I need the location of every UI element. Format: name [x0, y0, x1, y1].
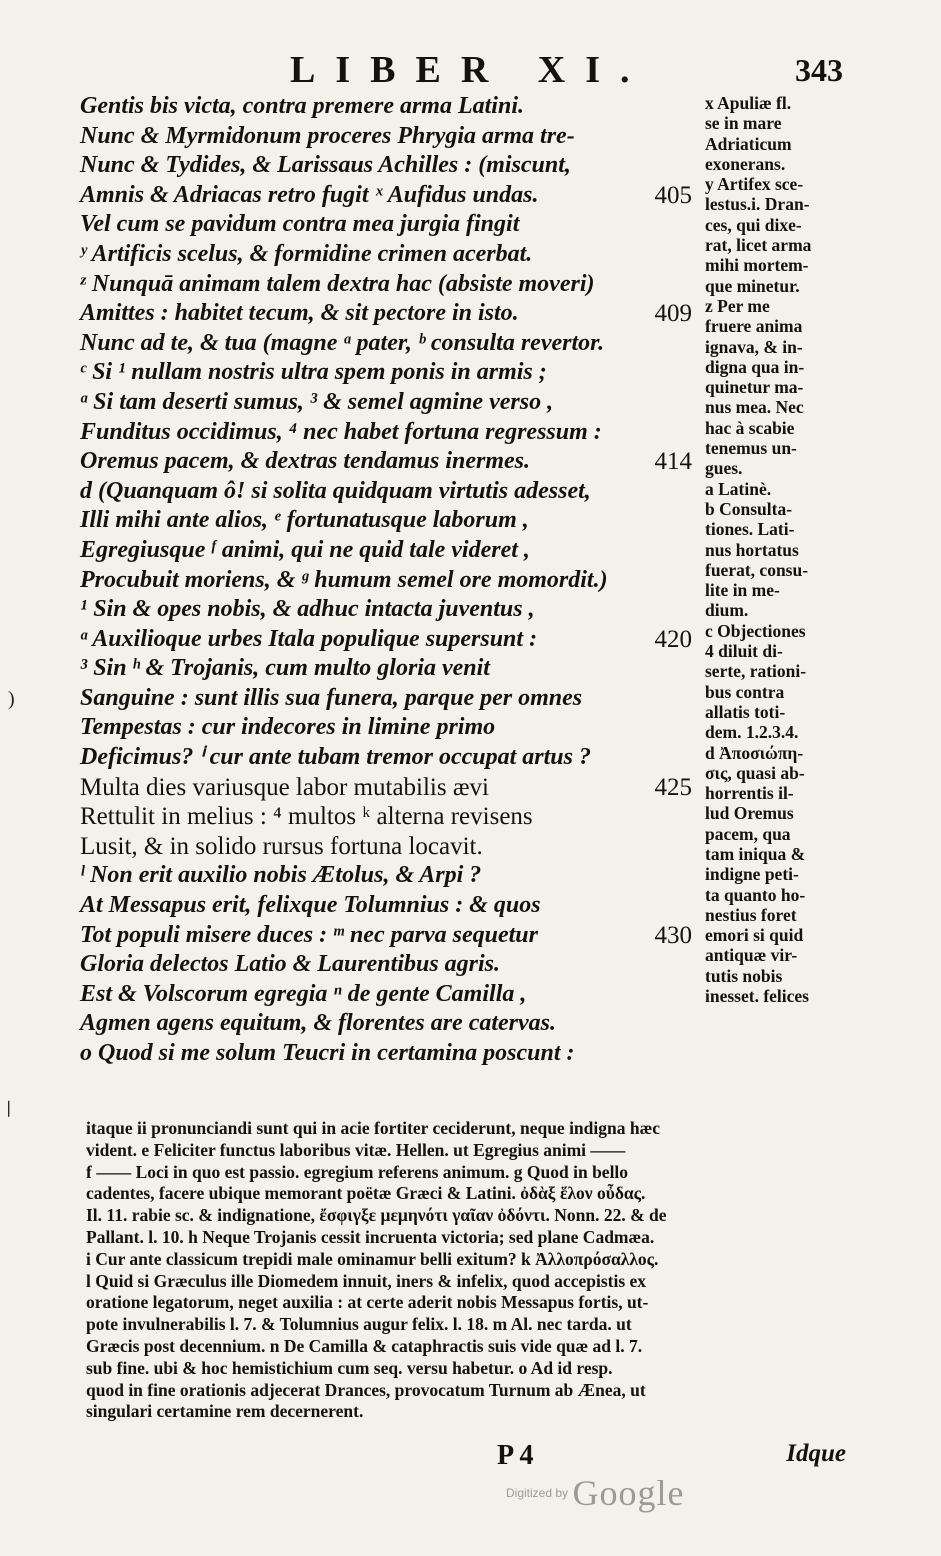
verse-line — [80, 684, 692, 714]
gloss-line: a Latinè. — [705, 478, 772, 499]
gloss-line: allatis toti- — [705, 701, 786, 722]
verse-line — [80, 773, 692, 803]
footnote-line: l Quid si Græculus ille Diomedem innuit, iners & infelix, quod accepistis ex — [86, 1270, 647, 1291]
verse-text: Gloria delectos Latio & Laurentibus agris. — [80, 951, 501, 978]
footnote-line: f —— Loci in quo est passio. egregium referens animum. g Quod in bello — [86, 1161, 629, 1182]
gloss-line: z Per me — [705, 295, 770, 316]
footnote-line: vident. e Feliciter functus laboribus vitæ. Hellen. ut Egregius animi —— — [86, 1139, 626, 1160]
verse-text: At Messapus erit, felixque Tolumnius : & quos — [80, 892, 541, 919]
gloss-line: exonerans. — [705, 153, 786, 174]
verse-text: o Quod si me solum Teucri in certamina poscunt : — [80, 1040, 575, 1066]
verse-text: Egregiusque ᶠ animi, qui ne quid tale videret , — [80, 536, 530, 563]
verse-text: Oremus pacem, & dextras tendamus inermes. — [80, 448, 531, 475]
verse-line — [80, 950, 692, 980]
gloss-line: bus contra — [705, 681, 785, 702]
page-header — [0, 48, 941, 90]
verse-column — [80, 92, 692, 1069]
footnote-line: singulari certamine rem decernerent. — [86, 1401, 364, 1422]
verse-text: Illi mihi ante alios, ᵉ fortunatusque laborum , — [80, 507, 529, 534]
line-number: 405 — [654, 181, 692, 209]
gloss-line: σις, quasi ab- — [705, 762, 805, 783]
verse-text: ᶜ Si ¹ nullam nostris ultra spem ponis in armis ; — [80, 359, 547, 386]
verse-line — [80, 358, 692, 388]
footnote-line: sub fine. ubi & hoc hemistichium cum seq. versu habetur. o Ad id resp. — [86, 1357, 613, 1378]
gloss-line: b Consulta- — [705, 498, 793, 519]
footnote-line: Il. 11. rabie sc. & indignatione, ἔσφιγξε μεμηνότι γαῖαν ὀδόντι. Nonn. 22. & de — [86, 1205, 667, 1226]
verse-text: Nunc & Tydides, & Larissaus Achilles : (miscunt, — [80, 152, 571, 179]
gloss-line: serte, rationi- — [705, 661, 807, 682]
gloss-line: quinetur ma- — [705, 377, 804, 398]
verse-line — [80, 713, 692, 743]
footnotes — [86, 1118, 850, 1423]
verse-line — [80, 1039, 692, 1069]
footnote-line: i Cur ante classicum trepidi male ominamur belli exitum? k Ἀλλοπρόσαλλος. — [86, 1248, 659, 1269]
catchword: Idque — [786, 1440, 846, 1467]
footnote-line: Pallant. l. 10. h Neque Trojanis cessit incruenta victoria; sed plane Cadmæa. — [86, 1226, 655, 1247]
verse-text: ˡ Non erit auxilio nobis Ætolus, & Arpi ? — [80, 862, 482, 889]
verse-line — [80, 447, 692, 477]
verse-line — [80, 802, 692, 832]
verse-line — [80, 861, 692, 891]
gloss-line: hac à scabie — [705, 417, 795, 438]
verse-text: Amittes : habitet tecum, & sit pectore in isto. — [80, 300, 519, 327]
watermark-prefix: Digitized by — [506, 1486, 569, 1500]
gloss-line: y Artifex sce- — [705, 174, 804, 195]
margin-tick-mark: ❘ — [2, 1100, 16, 1117]
verse-text: ¹ Sin & opes nobis, & adhuc intacta juventus , — [80, 596, 535, 623]
verse-line — [80, 921, 692, 951]
gloss-line: Adriaticum — [705, 133, 792, 154]
gloss-line: tam iniqua & — [705, 843, 806, 864]
gloss-line: dem. 1.2.3.4. — [705, 722, 799, 743]
footnote-line: cadentes, facere ubique memorant poëtæ Græci & Latini. ὀδὰξ ἕλον οὖδας. — [86, 1183, 646, 1204]
verse-text: Gentis bis victa, contra premere arma Latini. — [80, 93, 524, 119]
gloss-line: se in mare — [705, 113, 782, 134]
verse-line — [80, 388, 692, 418]
gloss-line: tutis nobis — [705, 965, 783, 986]
margin-bracket-mark: ) — [8, 688, 15, 710]
line-number: 420 — [654, 625, 692, 653]
verse-line — [80, 654, 692, 684]
verse-text: Nunc ad te, & tua (magne ᵃ pater, ᵇ consulta revertor. — [80, 329, 605, 356]
verse-line — [80, 151, 692, 181]
verse-line — [80, 477, 692, 507]
verse-text: Nunc & Myrmidonum proceres Phrygia arma tre- — [80, 122, 575, 149]
watermark-logo: Google — [572, 1473, 685, 1513]
gloss-line: lud Oremus — [705, 803, 794, 824]
gloss-line: tiones. Lati- — [705, 519, 795, 540]
verse-line — [80, 270, 692, 300]
gloss-line: nus hortatus — [705, 539, 799, 560]
gloss-line: dium. — [705, 600, 749, 621]
gloss-line: indigne peti- — [705, 864, 799, 885]
marginal-gloss — [705, 93, 845, 1006]
verse-line — [80, 92, 692, 122]
gloss-line: inesset. felices — [705, 986, 809, 1007]
verse-text: Vel cum se pavidum contra mea jurgia fingit — [80, 211, 520, 238]
gloss-line: fruere anima — [705, 316, 803, 337]
verse-line — [80, 980, 692, 1010]
gloss-line: nestius foret — [705, 904, 797, 925]
verse-text: Agmen agens equitum, & florentes are catervas. — [80, 1010, 556, 1037]
line-number: 425 — [654, 773, 692, 801]
verse-line — [80, 566, 692, 596]
verse-line — [80, 536, 692, 566]
footnote-line: itaque ii pronunciandi sunt qui in acie fortiter ceciderunt, neque indigna hæc — [86, 1118, 661, 1138]
verse-text: Est & Volscorum egregia ⁿ de gente Camilla , — [80, 980, 527, 1007]
verse-text: Lusit, & in solido rursus fortuna locavit. — [80, 832, 483, 860]
footnote-line: oratione legatorum, neget auxilia : at certe aderit nobis Messapus fortis, ut- — [86, 1292, 649, 1313]
gloss-line: horrentis il- — [705, 783, 794, 804]
gloss-line: nus mea. Nec — [705, 397, 804, 418]
verse-line — [80, 1009, 692, 1039]
gloss-line: pacem, qua — [705, 823, 791, 844]
gloss-line: digna qua in- — [705, 356, 805, 377]
verse-line — [80, 625, 692, 655]
footnote-line: Græcis post decennium. n De Camilla & cataphractis suis vide quæ ad l. 7. — [86, 1335, 643, 1356]
gloss-line: ta quanto ho- — [705, 884, 806, 905]
gloss-line: x Apuliæ fl. — [705, 93, 792, 113]
verse-text: ᵃ Si tam deserti sumus, ³ & semel agmine verso , — [80, 388, 554, 415]
line-number: 409 — [654, 300, 692, 328]
gloss-line: mihi mortem- — [705, 255, 809, 276]
gloss-line: 4 diluit di- — [705, 641, 783, 662]
footnote-line: quod in fine orationis adjecerat Drances, provocatum Turnum ab Ænea, ut — [86, 1379, 646, 1400]
gloss-line: emori si quid — [705, 925, 804, 946]
verse-line — [80, 832, 692, 862]
verse-line — [80, 506, 692, 536]
gloss-line: gues. — [705, 458, 743, 479]
digitization-watermark — [506, 1472, 684, 1514]
verse-text: Tot populi misere duces : ᵐ nec parva sequetur — [80, 921, 538, 948]
verse-text: ³ Sin ʰ & Trojanis, cum multo gloria venit — [80, 655, 490, 682]
verse-line — [80, 240, 692, 270]
verse-line — [80, 743, 692, 773]
verse-text: Sanguine : sunt illis sua funera, parque per omnes — [80, 684, 583, 711]
gloss-line: antiquæ vir- — [705, 945, 798, 966]
verse-text: ᵃ Auxilioque urbes Itala populique supersunt : — [80, 625, 538, 652]
verse-line — [80, 181, 692, 211]
footnote-line: pote invulnerabilis l. 7. & Tolumnius augur felix. l. 18. m Al. nec tarda. ut — [86, 1314, 632, 1335]
verse-line — [80, 418, 692, 448]
verse-text: Funditus occidimus, ⁴ nec habet fortuna regressum : — [80, 418, 602, 445]
verse-text: Amnis & Adriacas retro fugit ˣ Aufidus undas. — [80, 181, 539, 208]
line-number: 430 — [654, 921, 692, 949]
gloss-line: lestus.i. Dran- — [705, 194, 810, 215]
page-number: 343 — [795, 52, 843, 88]
verse-line — [80, 329, 692, 359]
verse-text: ʸ Artificis scelus, & formidine crimen acerbat. — [80, 240, 533, 267]
page-footer — [0, 1440, 941, 1520]
verse-text: Multa dies variusque labor mutabilis ævi — [80, 773, 489, 801]
gloss-line: rat, licet arma — [705, 235, 812, 256]
gloss-line: fuerat, consu- — [705, 559, 809, 580]
verse-line — [80, 210, 692, 240]
signature-mark: P 4 — [497, 1440, 534, 1471]
gloss-line: d Ἀποσιώπη- — [705, 742, 804, 763]
gloss-line: lite in me- — [705, 580, 780, 601]
verse-text: Rettulit in melius : ⁴ multos ᵏ alterna revisens — [80, 803, 533, 831]
gloss-line: c Objectiones — [705, 620, 806, 641]
gloss-line: que minetur. — [705, 275, 800, 296]
gloss-line: ignava, & in- — [705, 336, 803, 357]
verse-text: Deficimus? ⁱ cur ante tubam tremor occupat artus ? — [80, 744, 591, 771]
verse-line — [80, 891, 692, 921]
verse-text: Procubuit moriens, & ᵍ humum semel ore momordit.) — [80, 566, 608, 593]
verse-text: ᶻ Nunquā animam talem dextra hac (absiste moveri) — [80, 270, 595, 297]
verse-line — [80, 299, 692, 329]
gloss-line: ces, qui dixe- — [705, 214, 802, 235]
running-head: LIBER XI. — [290, 49, 650, 91]
gloss-line: tenemus un- — [705, 438, 797, 459]
line-number: 414 — [654, 448, 692, 476]
verse-line — [80, 595, 692, 625]
verse-text: Tempestas : cur indecores in limine primo — [80, 714, 496, 741]
verse-text: d (Quanquam ô! si solita quidquam virtutis adesset, — [80, 477, 591, 504]
verse-line — [80, 122, 692, 152]
